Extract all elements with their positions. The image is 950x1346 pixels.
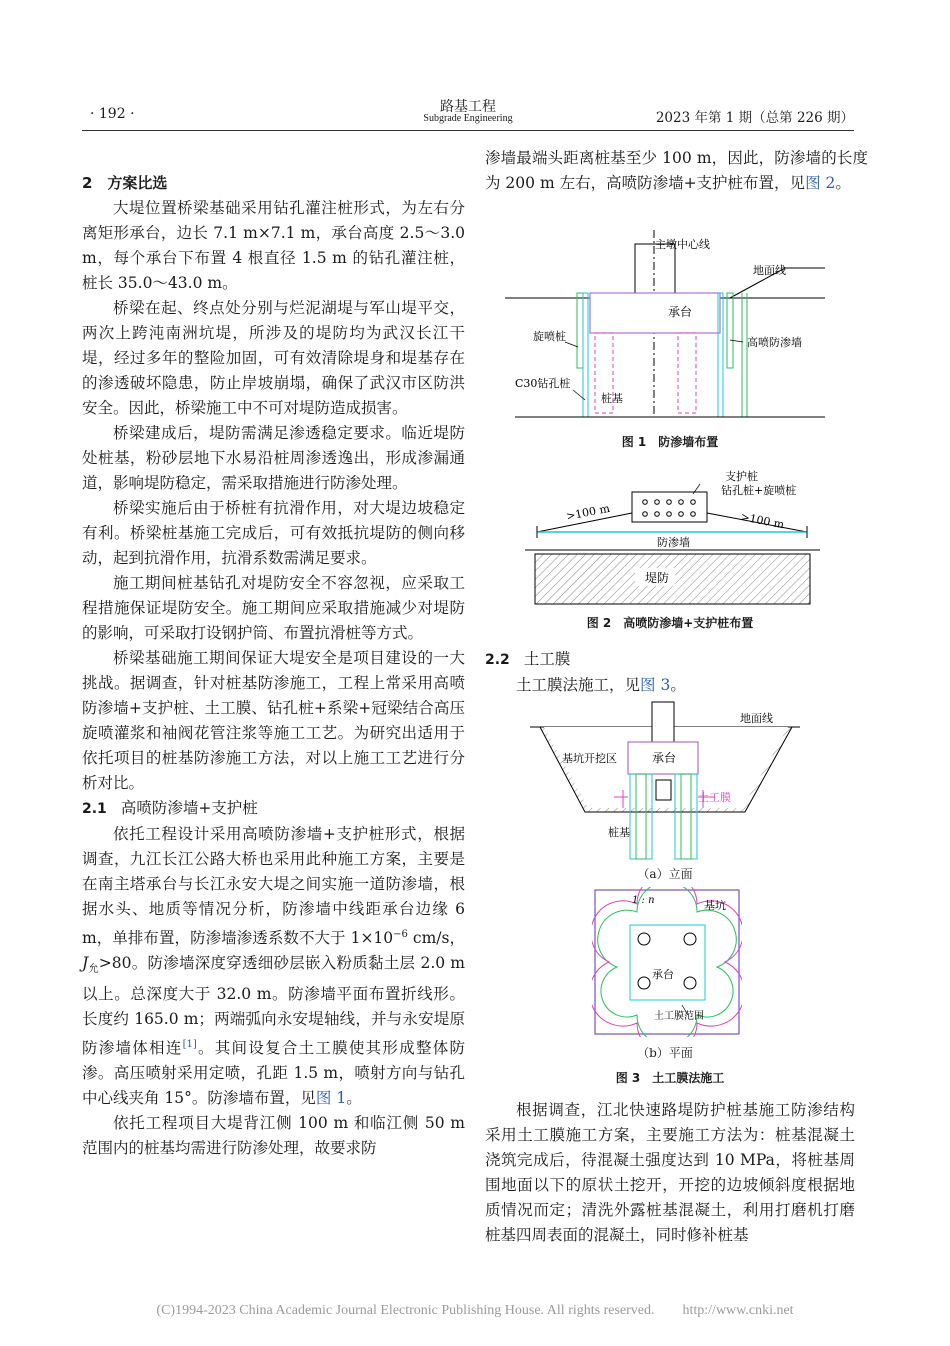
page-header [82,96,854,131]
label-membrane-range: 土工膜范围 [654,1011,704,1022]
label-membrane: 土工膜 [698,791,731,804]
figure-3b-caption: （b）平面 [637,1046,693,1060]
label-wall: 高喷防渗墙 [747,336,802,349]
figure-link[interactable]: 图 1 [315,1089,347,1108]
label-bored-pile: C30钻孔桩 [515,377,571,390]
label-slope: 1 : n [632,895,655,906]
figure-1-caption: 图 1 防渗墙布置 [621,435,719,449]
right-column-middle [485,647,868,698]
page-number: · 192 · [90,106,135,122]
copyright-footer: (C)1994-2023 China Academic Journal Electronic Publishing House. All rights reserved. http://www.cnki.net [156,1303,794,1318]
label-cap: 承台 [652,751,677,765]
figure-3b-diagram [592,887,742,1037]
label-cap: 承台 [668,305,693,319]
figure-2-diagram [485,468,855,608]
label-pit: 基坑开挖区 [562,752,617,765]
section-title: 2 方案比选 [82,174,168,192]
issue-info: 2023 年第 1 期（总第 226 期） [655,110,854,126]
paragraph: 桥梁基础施工期间保证大堤安全是项目建设的一大挑战。据调查，针对桩基防渗施工，工程上常采用高喷防渗墙+支护桩、土工膜、钻孔桩+系梁+冠梁结合高压旋喷灌浆和袖阀花管注浆等施工工艺。为研究出适用于依托项目的桩基防渗施工方法，对以上施工工艺进行分析对比。 [82,649,465,792]
label-ground-line: 地面线 [753,264,786,277]
paragraph: 施工期间桩基钻孔对堤防安全不容忽视，应采取工程措施保证堤防安全。施工期间应采取措施减少对堤防的影响，可采取打设钢护筒、布置抗滑桩等方式。 [82,574,465,642]
label-pile-combo: 钻孔桩+旋喷桩 [721,484,797,497]
right-column-bottom [485,1098,855,1248]
journal-subtitle: Subgrade Engineering [423,113,513,124]
figure-3-caption: 图 3 土工膜法施工 [615,1071,725,1085]
label-dist-left: >100 m [565,501,611,523]
paragraph: 依托工程设计采用高喷防渗墙+支护桩形式，根据调查，九江长江公路大桥也采用此种施工方案，主要是在南主塔承台与长江永安大堤之间实施一道防渗墙，根据水头、地质等情况分析，防渗墙中线距承台边缘 6 m，单排布置，防渗墙渗透系数不大于 $1\times 10^{-6}$ cm/s，$J_允>80$。防渗墙深度穿透细砂层嵌入粉质黏土层 2.0 m 以上。总深度大于 32.0 m。防渗墙平面布置折线形。长度约 165.0 m；两端弧向永安堤轴线，并与永安堤原防渗墙体相连[1]。其间设复合土工膜使其形成整体防渗。高压喷射采用定喷，孔距 1.5 m，喷射方向与钻孔中心线夹角 15°。防渗墙布置，见图 1。 [82,825,465,1108]
subsection-title: 2.1 高喷防渗墙+支护桩 [82,799,258,817]
journal-title: 路基工程 [440,99,496,115]
figure-link[interactable]: 图 2 [805,174,836,192]
paragraph: 土工膜法施工，见图 3。 [516,676,686,694]
figure-link[interactable]: 图 3 [640,676,671,694]
label-jet-pile: 旋喷桩 [533,330,566,343]
label-dike: 堤防 [645,571,670,585]
label-pile: 桩基 [608,826,630,839]
label-pile: 桩基 [601,392,623,405]
paragraph: 大堤位置桥梁基础采用钻孔灌注桩形式，为左右分离矩形承台，边长 7.1 m×7.1 m，承台高度 2.5～3.0 m，每个承台下布置 4 根直径 1.5 m 的钻孔灌注桩，桩长 35.0～43.0 m。 [82,199,465,292]
subsection-title: 2.2 土工膜 [485,650,571,668]
paragraph: 渗墙最端头距离桩基至少 100 m，因此，防渗墙的长度为 200 m 左右，高喷防渗墙+支护桩布置，见图 2。 [485,149,868,192]
paragraph: 根据调查，江北快速路堤防护桩基施工防渗结构采用土工膜施工方案，主要施工方法为：桩基混凝土浇筑完成后，待混凝土强度达到 10 MPa，将桩基周围地面以下的原状土挖开，开挖的边坡倾斜度根据地质情况而定；清洗外露桩基混凝土，利用打磨机打磨桩基四周表面的混凝土，同时修补桩基 [485,1101,855,1244]
label-wall: 防渗墙 [657,536,690,549]
left-column [82,171,465,1161]
label-pit: 基坑 [704,899,726,912]
figure-3a-diagram [530,700,800,860]
figure-1-diagram [485,222,855,422]
paragraph: 桥梁实施后由于桥桩有抗滑作用，对大堤边坡稳定有利。桥梁桩基施工完成后，可有效抵抗堤防的侧向移动，起到抗滑作用，抗滑系数需满足要求。 [82,499,465,567]
label-ground-line: 地面线 [740,712,773,725]
right-column-top [485,146,868,196]
paragraph: 桥梁在起、终点处分别与烂泥湖堤与军山堤平交，两次上跨沌南洲坑堤，所涉及的堤防均为武汉长江干堤，经过多年的整险加固，可有效清除堤身和堤基存在的渗透破坏隐患，防止岸坡崩塌，确保了武汉市区防洪安全。因此，桥梁施工中不可对堤防造成损害。 [82,299,465,417]
label-center-line: 主墩中心线 [655,238,710,251]
paragraph: 依托工程项目大堤背江侧 100 m 和临江侧 50 m 范围内的桩基均需进行防渗处理，故要求防 [82,1114,465,1158]
paragraph: 桥梁建成后，堤防需满足渗透稳定要求。临近堤防处桩基，粉砂层地下水易沿桩周渗透逸出，形成渗漏通道，影响堤防稳定，需采取措施进行防渗处理。 [82,424,465,492]
label-support-pile: 支护桩 [725,470,758,483]
label-cap: 承台 [652,968,674,981]
figure-2-caption: 图 2 高喷防渗墙+支护桩布置 [586,616,754,630]
reference-link[interactable]: [1] [182,1039,197,1051]
figure-3a-caption: （a）立面 [637,867,693,881]
label-dist-right: >100 m [739,510,786,532]
